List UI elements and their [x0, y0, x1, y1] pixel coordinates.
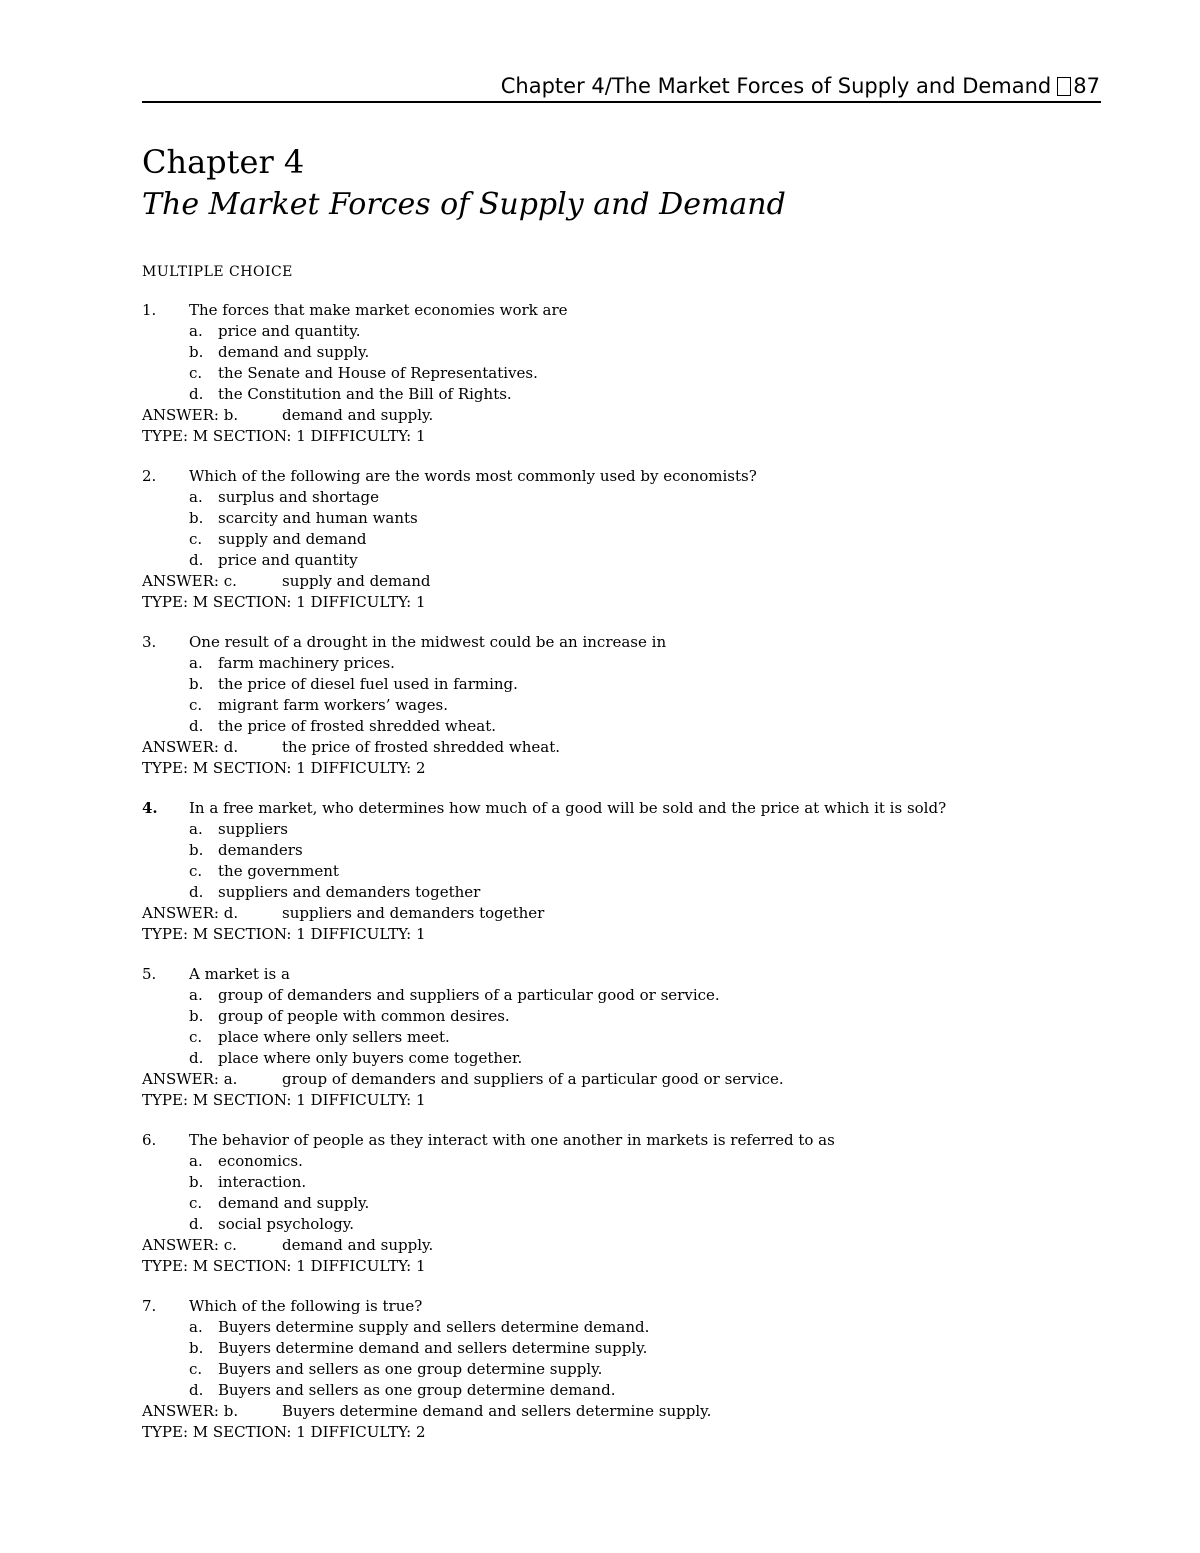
option-letter: b.	[189, 841, 204, 859]
question-text: Which of the following are the words most commonly used by economists?	[189, 467, 757, 485]
option-item	[142, 1172, 1100, 1193]
question-item	[142, 964, 1100, 1111]
option-list	[142, 819, 1100, 903]
option-text: supply and demand	[218, 530, 367, 548]
option-letter: b.	[189, 343, 204, 361]
option-letter: c.	[189, 1194, 203, 1212]
option-text: price and quantity.	[218, 322, 361, 340]
option-letter: a.	[189, 986, 203, 1004]
question-stem	[142, 466, 1100, 487]
question-meta: TYPE: M SECTION: 1 DIFFICULTY: 1	[142, 1257, 426, 1275]
option-item	[142, 1338, 1100, 1359]
answer-line	[142, 1235, 1100, 1256]
option-item	[142, 1193, 1100, 1214]
question-text: A market is a	[189, 965, 290, 983]
question-list	[142, 300, 1100, 1462]
option-letter: a.	[189, 1152, 203, 1170]
question-item	[142, 300, 1100, 447]
option-letter: a.	[189, 488, 203, 506]
answer-label: ANSWER: c.	[142, 1236, 237, 1254]
question-number: 7.	[142, 1297, 157, 1315]
option-text: surplus and shortage	[218, 488, 380, 506]
option-item	[142, 695, 1100, 716]
option-text: interaction.	[218, 1173, 307, 1191]
option-item	[142, 861, 1100, 882]
option-item	[142, 716, 1100, 737]
option-text: Buyers and sellers as one group determine supply.	[218, 1360, 603, 1378]
question-meta: TYPE: M SECTION: 1 DIFFICULTY: 1	[142, 427, 426, 445]
option-list	[142, 1317, 1100, 1401]
option-text: farm machinery prices.	[218, 654, 395, 672]
question-meta: TYPE: M SECTION: 1 DIFFICULTY: 1	[142, 593, 426, 611]
option-letter: c.	[189, 1028, 203, 1046]
option-item	[142, 819, 1100, 840]
option-text: Buyers determine demand and sellers determine supply.	[218, 1339, 648, 1357]
option-text: group of people with common desires.	[218, 1007, 510, 1025]
chapter-title: The Market Forces of Supply and Demand	[142, 187, 786, 222]
answer-text: the price of frosted shredded wheat.	[282, 738, 560, 756]
option-text: scarcity and human wants	[218, 509, 418, 527]
question-stem	[142, 300, 1100, 321]
option-list	[142, 985, 1100, 1069]
option-item	[142, 840, 1100, 861]
option-letter: a.	[189, 820, 203, 838]
option-list	[142, 1151, 1100, 1235]
question-stem	[142, 632, 1100, 653]
option-letter: a.	[189, 322, 203, 340]
option-item	[142, 529, 1100, 550]
option-item	[142, 674, 1100, 695]
option-text: Buyers determine supply and sellers determine demand.	[218, 1318, 650, 1336]
question-text: One result of a drought in the midwest could be an increase in	[189, 633, 667, 651]
option-letter: d.	[189, 1381, 204, 1399]
option-item	[142, 1317, 1100, 1338]
option-letter: c.	[189, 364, 203, 382]
option-item	[142, 508, 1100, 529]
answer-label: ANSWER: c.	[142, 572, 237, 590]
answer-label: ANSWER: a.	[142, 1070, 238, 1088]
answer-text: Buyers determine demand and sellers determine supply.	[282, 1402, 712, 1420]
answer-line	[142, 737, 1100, 758]
option-text: economics.	[218, 1152, 303, 1170]
question-text: The behavior of people as they interact with one another in markets is referred to as	[189, 1131, 835, 1149]
option-text: demand and supply.	[218, 1194, 370, 1212]
running-header-title: Chapter 4/The Market Forces of Supply and Demand	[500, 74, 1052, 98]
answer-text: demand and supply.	[282, 406, 434, 424]
option-text: social psychology.	[218, 1215, 354, 1233]
answer-text: demand and supply.	[282, 1236, 434, 1254]
running-header	[142, 72, 1100, 100]
option-item	[142, 882, 1100, 903]
option-item	[142, 1027, 1100, 1048]
option-letter: d.	[189, 1215, 204, 1233]
chapter-number: Chapter 4	[142, 143, 305, 181]
question-number: 6.	[142, 1131, 157, 1149]
option-text: price and quantity	[218, 551, 358, 569]
option-item	[142, 1151, 1100, 1172]
option-text: the government	[218, 862, 339, 880]
question-text: In a free market, who determines how much of a good will be sold and the price at which it is sold?	[189, 799, 947, 817]
option-item	[142, 1006, 1100, 1027]
answer-line	[142, 405, 1100, 426]
option-text: the Senate and House of Representatives.	[218, 364, 538, 382]
option-item	[142, 342, 1100, 363]
option-letter: d.	[189, 1049, 204, 1067]
option-letter: d.	[189, 883, 204, 901]
option-item	[142, 985, 1100, 1006]
question-meta: TYPE: M SECTION: 1 DIFFICULTY: 1	[142, 925, 426, 943]
option-text: suppliers and demanders together	[218, 883, 481, 901]
option-item	[142, 1048, 1100, 1069]
question-stem	[142, 1296, 1100, 1317]
option-letter: b.	[189, 1339, 204, 1357]
answer-text: supply and demand	[282, 572, 431, 590]
option-letter: d.	[189, 717, 204, 735]
option-item	[142, 363, 1100, 384]
question-number: 5.	[142, 965, 157, 983]
option-item	[142, 550, 1100, 571]
question-item	[142, 1296, 1100, 1443]
option-letter: b.	[189, 675, 204, 693]
option-text: place where only buyers come together.	[218, 1049, 523, 1067]
section-label: MULTIPLE CHOICE	[142, 264, 293, 280]
question-number: 4.	[142, 799, 158, 817]
page-number: 87	[1073, 74, 1100, 98]
option-item	[142, 487, 1100, 508]
option-list	[142, 487, 1100, 571]
question-stem	[142, 964, 1100, 985]
option-text: the price of frosted shredded wheat.	[218, 717, 496, 735]
option-text: migrant farm workers’ wages.	[218, 696, 448, 714]
option-letter: c.	[189, 862, 203, 880]
option-letter: d.	[189, 385, 204, 403]
option-letter: c.	[189, 1360, 203, 1378]
question-meta: TYPE: M SECTION: 1 DIFFICULTY: 2	[142, 1423, 426, 1441]
question-text: The forces that make market economies work are	[189, 301, 568, 319]
question-item	[142, 632, 1100, 779]
option-letter: b.	[189, 509, 204, 527]
option-item	[142, 1380, 1100, 1401]
option-text: group of demanders and suppliers of a particular good or service.	[218, 986, 720, 1004]
question-meta: TYPE: M SECTION: 1 DIFFICULTY: 1	[142, 1091, 426, 1109]
question-number: 3.	[142, 633, 157, 651]
question-number: 1.	[142, 301, 157, 319]
answer-text: group of demanders and suppliers of a particular good or service.	[282, 1070, 784, 1088]
question-item	[142, 466, 1100, 613]
question-stem	[142, 1130, 1100, 1151]
answer-text: suppliers and demanders together	[282, 904, 545, 922]
option-text: the Constitution and the Bill of Rights.	[218, 385, 512, 403]
missing-glyph-icon	[1057, 77, 1071, 96]
question-meta: TYPE: M SECTION: 1 DIFFICULTY: 2	[142, 759, 426, 777]
answer-label: ANSWER: d.	[142, 738, 239, 756]
option-letter: a.	[189, 1318, 203, 1336]
option-letter: a.	[189, 654, 203, 672]
option-letter: d.	[189, 551, 204, 569]
option-text: place where only sellers meet.	[218, 1028, 450, 1046]
question-number: 2.	[142, 467, 157, 485]
answer-label: ANSWER: b.	[142, 406, 239, 424]
option-text: suppliers	[218, 820, 288, 838]
option-letter: b.	[189, 1007, 204, 1025]
question-item	[142, 1130, 1100, 1277]
option-item	[142, 653, 1100, 674]
option-item	[142, 1359, 1100, 1380]
option-item	[142, 1214, 1100, 1235]
option-letter: b.	[189, 1173, 204, 1191]
option-text: demand and supply.	[218, 343, 370, 361]
option-list	[142, 321, 1100, 405]
header-rule	[142, 101, 1101, 103]
answer-line	[142, 903, 1100, 924]
option-text: the price of diesel fuel used in farming.	[218, 675, 518, 693]
option-list	[142, 653, 1100, 737]
question-stem	[142, 798, 1100, 819]
option-item	[142, 321, 1100, 342]
option-item	[142, 384, 1100, 405]
answer-label: ANSWER: b.	[142, 1402, 239, 1420]
question-item	[142, 798, 1100, 945]
answer-label: ANSWER: d.	[142, 904, 239, 922]
option-letter: c.	[189, 530, 203, 548]
option-text: demanders	[218, 841, 303, 859]
question-text: Which of the following is true?	[189, 1297, 423, 1315]
option-text: Buyers and sellers as one group determine demand.	[218, 1381, 616, 1399]
answer-line	[142, 1069, 1100, 1090]
option-letter: c.	[189, 696, 203, 714]
answer-line	[142, 571, 1100, 592]
answer-line	[142, 1401, 1100, 1422]
